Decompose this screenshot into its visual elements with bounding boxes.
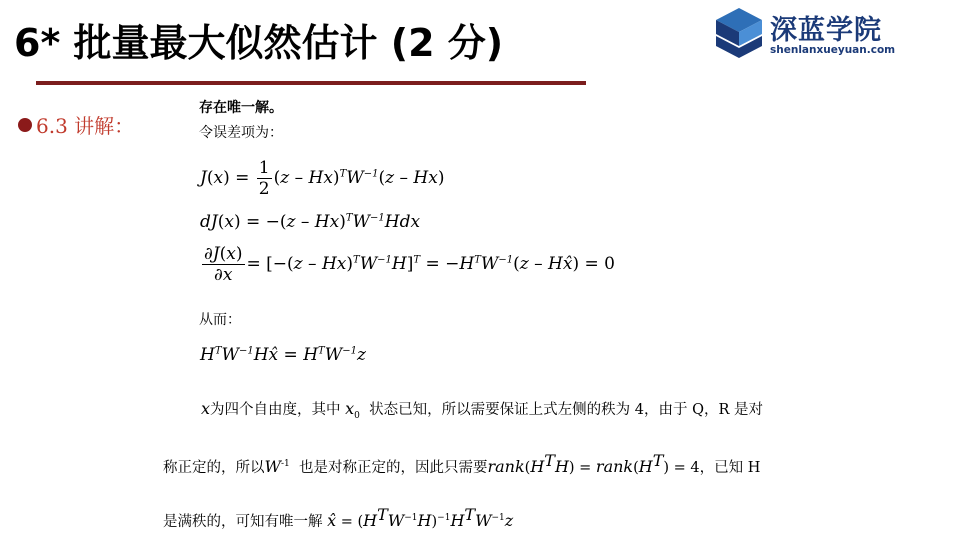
equation-cost-function: J(x) = $\frac{1}{2}$ $(z - Hx)^TW^{-1}(z - Hx)$ <box>200 158 445 199</box>
text-therefore: 从而： <box>199 312 241 328</box>
brand-logo <box>712 6 912 62</box>
para2-text-b: 也是对称正定的，因此只需要 <box>298 459 488 476</box>
title-underline <box>36 81 586 85</box>
para2-text-c: ，已知 H <box>699 459 761 476</box>
equation-gradient: $\frac{\partial J(x)}{\partial x}$ = $[-(z - Hx)^TW^{-1}H]^T = -H^TW^{-1}(z$ – Hx̂) = 0 <box>204 244 615 285</box>
section-bullet <box>18 110 134 139</box>
para2-text-a: 称正定的，所以 <box>163 459 265 476</box>
para1-text-b: 状态已知，所以需要保证上式左侧的秩为 4，由于 Q，R 是对 <box>369 402 763 418</box>
bullet-dot-icon <box>18 118 32 132</box>
paragraph-line-1: x为四个自由度，其中 $x_0$ 状态已知，所以需要保证上式左侧的秩为 4，由于 Q，R 是对 <box>201 399 763 421</box>
logo-text-cn: 深蓝学院 <box>770 15 882 46</box>
text-error-term: 令误差项为： <box>199 125 283 141</box>
paragraph-line-2: 称正定的，所以$W^{-1}$ 也是对称正定的，因此只需要$rank(H^TH)$ = $rank(H^T) = 4$，已知 H <box>163 451 761 476</box>
section-label: 6.3 讲解： <box>36 114 135 138</box>
slide-title: 6* 批量最大似然估计 (2 分) <box>14 21 504 65</box>
equation-differential: $dJ(x) = -(z - Hx)^TW^{-1}Hdx$ <box>200 212 421 232</box>
para3-text-a: 是满秩的，可知有唯一解 <box>163 513 323 530</box>
para1-text-a: 为四个自由度，其中 <box>210 402 341 418</box>
logo-text-en: shenlanxueyuan.com <box>770 44 896 56</box>
paragraph-line-3: 是满秩的，可知有唯一解 x̂ = $(H^TW^{-1}H)^{-1}H^TW^{-1}z$ <box>163 505 514 530</box>
equation-normal: $H^TW^{-1}Hx̂ = H^TW^{-1}z$ <box>200 345 366 365</box>
text-unique-solution: 存在唯一解。 <box>199 100 283 116</box>
logo-mark-icon <box>712 6 766 62</box>
